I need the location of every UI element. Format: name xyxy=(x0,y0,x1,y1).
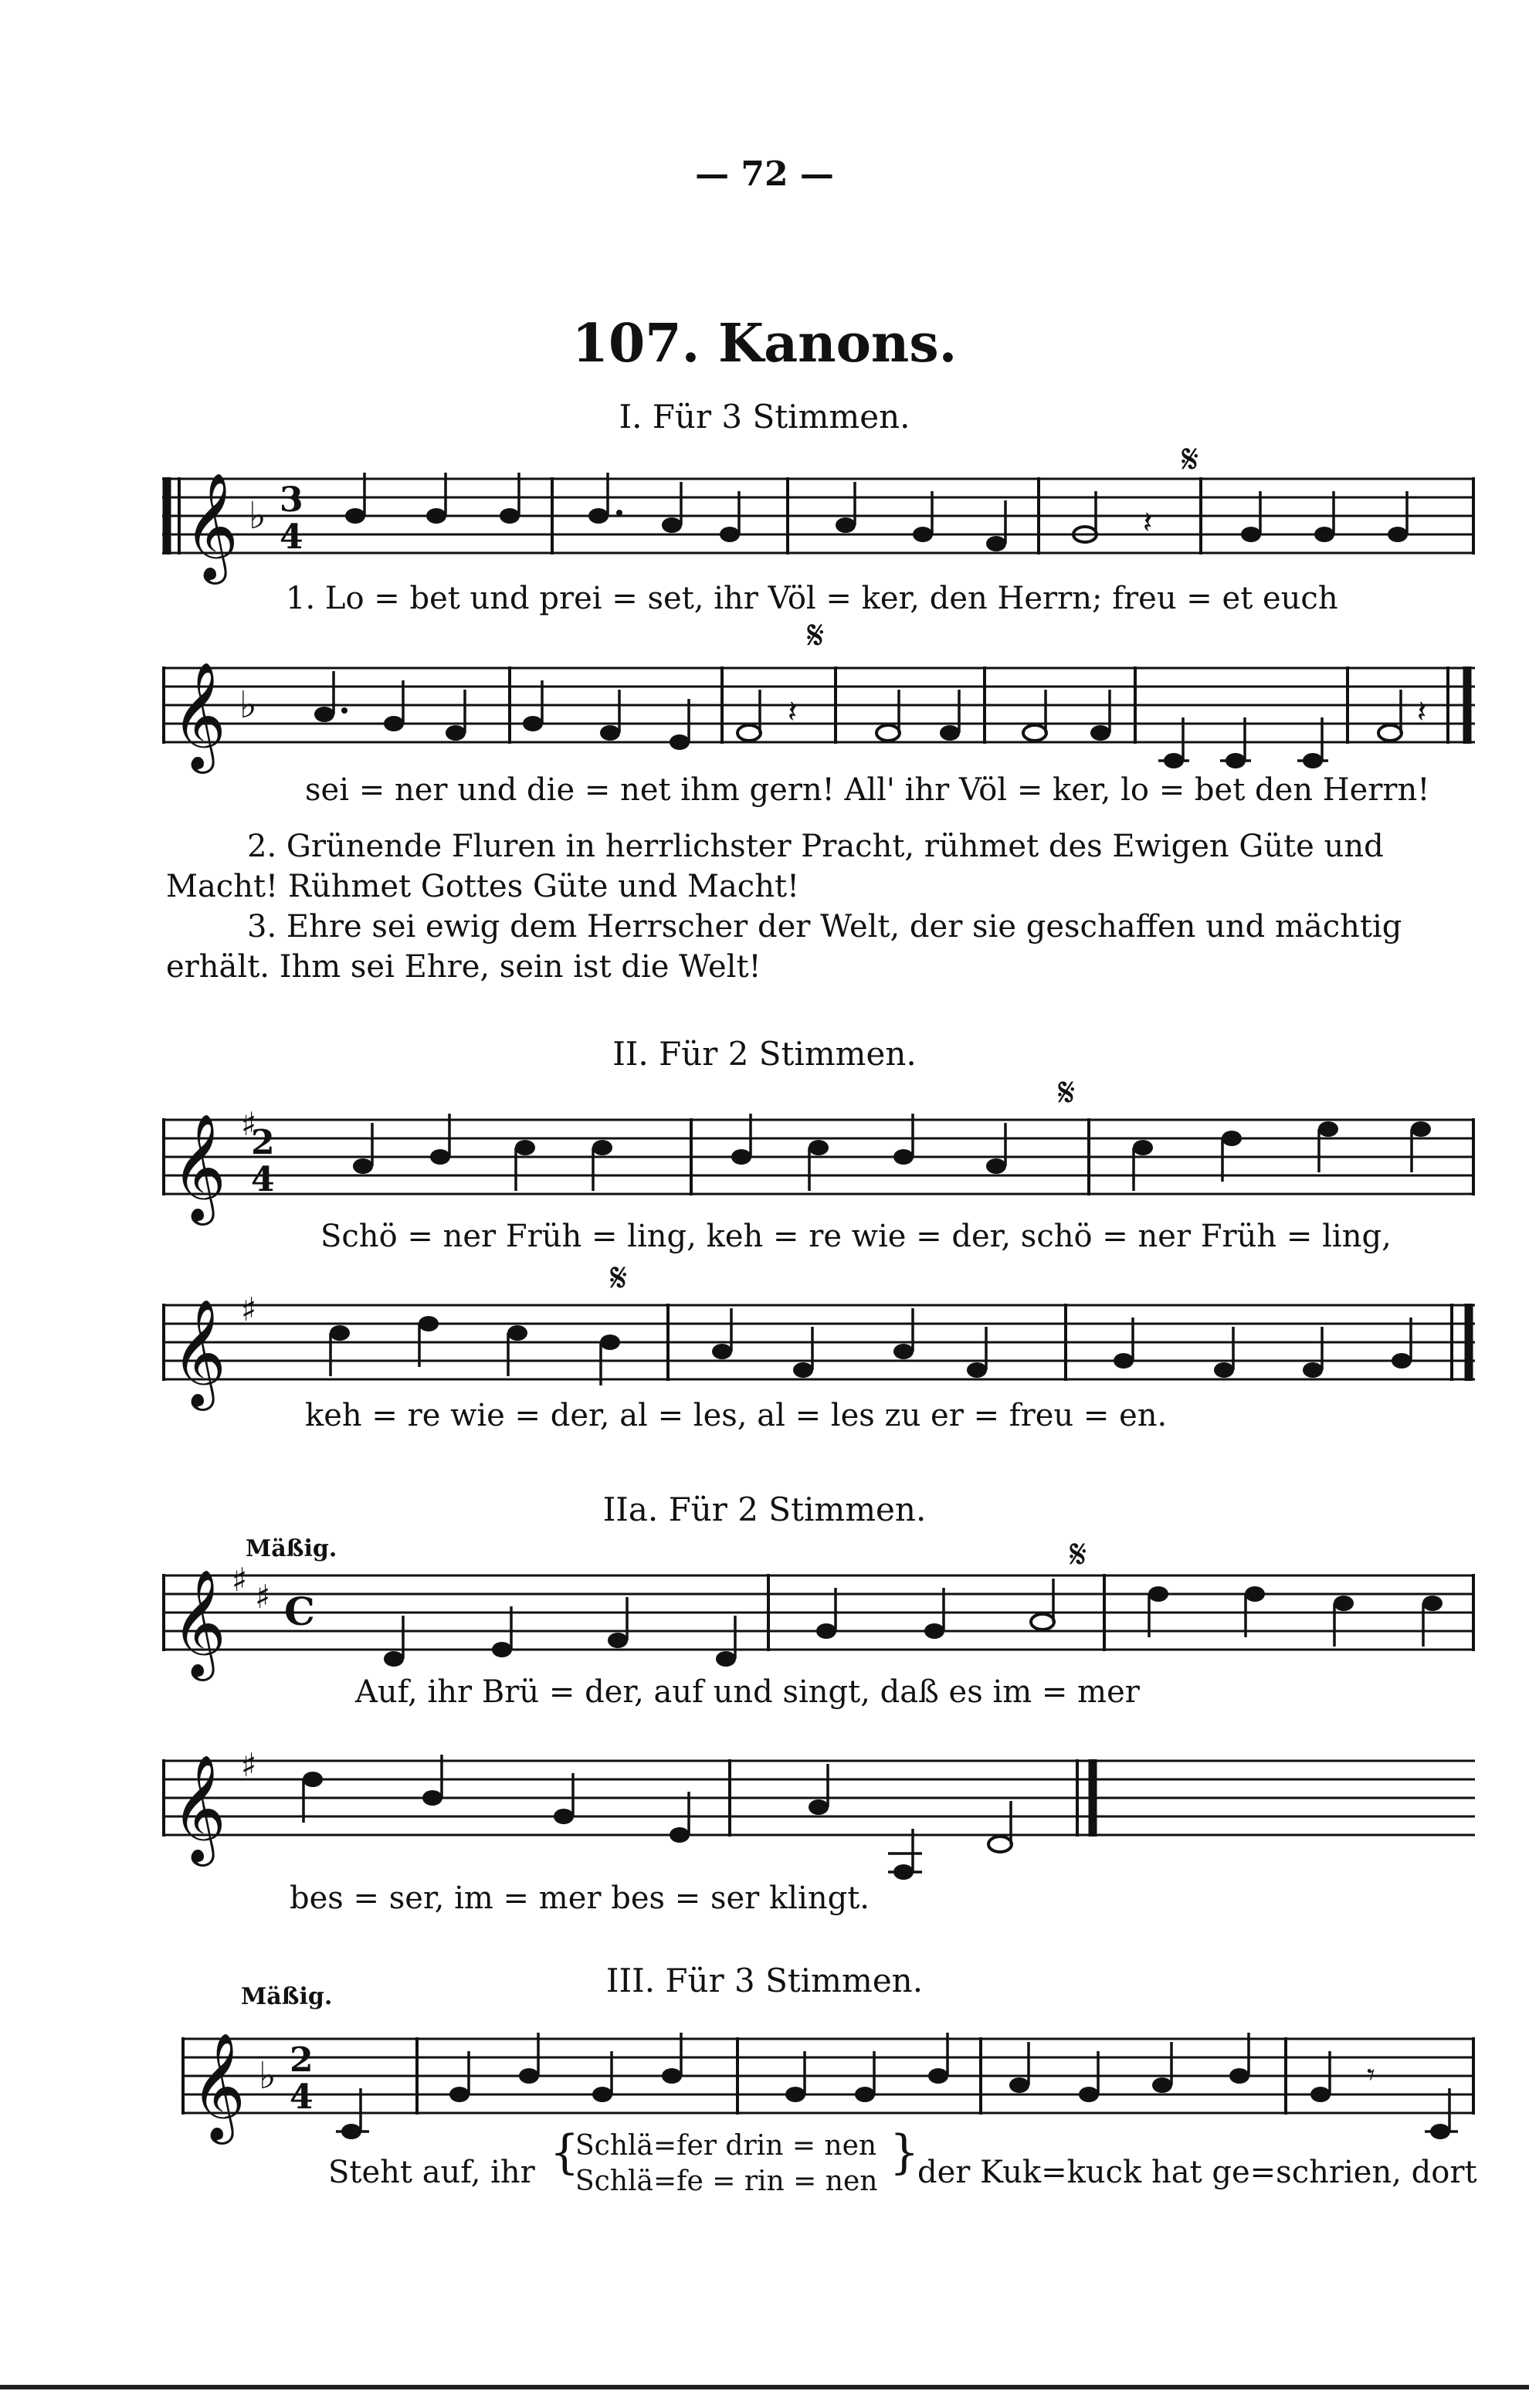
time-sig-top: 3 xyxy=(280,480,303,520)
staff-7 xyxy=(181,2039,1475,2113)
notes-staff-3 xyxy=(353,1114,1431,1191)
segno-icon: 𝄋 xyxy=(807,612,825,659)
lyric-alt-top: Schlä=fer drin = nen xyxy=(575,2130,877,2162)
lyric-line-4: keh = re wie = der, al = les, al = les zu er = freu = en. xyxy=(305,1398,1168,1433)
sharp-icon: ♯ xyxy=(255,1578,271,1616)
verse-2-line-1: 2. Grünende Fluren in herrlichster Pracht, rühmet des Ewigen Güte und xyxy=(247,829,1384,864)
eighth-rest-icon: 𝄾 xyxy=(1367,2057,1375,2093)
staff-4 xyxy=(162,1305,1475,1379)
quarter-rest-icon: 𝄽 xyxy=(1417,694,1427,730)
treble-clef-icon: 𝄞 xyxy=(171,1299,226,1406)
notes-staff-1 xyxy=(345,473,1408,551)
lyric-line-3: Schö = ner Früh = ling, keh = re wie = der, schö = ner Früh = ling, xyxy=(320,1219,1392,1254)
time-sig-bottom: 4 xyxy=(290,2077,314,2117)
section-heading-2a: IIa. Für 2 Stimmen. xyxy=(602,1491,927,1528)
tempo-marking: Mäßig. xyxy=(241,1983,333,2010)
brace-left: { xyxy=(550,2125,580,2179)
page-title: 107. Kanons. xyxy=(571,313,958,375)
verse-3-line-2: erhält. Ihm sei Ehre, sein ist die Welt! xyxy=(166,949,761,985)
lyric-start: Steht auf, ihr xyxy=(328,2155,535,2190)
flat-icon: ♭ xyxy=(249,494,266,538)
segno-icon: 𝄋 xyxy=(1058,1070,1076,1116)
segno-icon: 𝄋 xyxy=(610,1255,628,1301)
flat-icon: ♭ xyxy=(239,683,257,727)
treble-clef-icon: 𝄞 xyxy=(171,1114,226,1221)
time-sig-bottom: 4 xyxy=(251,1160,275,1199)
verse-3-line-1: 3. Ehre sei ewig dem Herrscher der Welt, der sie geschaffen und mächtig xyxy=(247,909,1402,945)
segno-icon: 𝄋 xyxy=(1182,436,1199,483)
lyric-line-2: sei = ner und die = net ihm gern! All' ihr Völ = ker, lo = bet den Herrn! xyxy=(305,772,1430,808)
tempo-marking: Mäßig. xyxy=(246,1535,337,1562)
section-heading-2: II. Für 2 Stimmen. xyxy=(612,1035,917,1073)
lyric-line-1: 1. Lo = bet und prei = set, ihr Völ = ker, den Herrn; freu = et euch xyxy=(286,581,1338,616)
staff-2 xyxy=(162,668,1475,742)
flat-icon: ♭ xyxy=(259,2054,276,2098)
sharp-icon: ♯ xyxy=(241,1105,257,1143)
treble-clef-icon: 𝄞 xyxy=(171,1569,226,1677)
sharp-icon: ♯ xyxy=(241,1746,257,1784)
segno-icon: 𝄋 xyxy=(1070,1531,1087,1578)
time-sig-common: C xyxy=(284,1589,315,1634)
bottom-rule xyxy=(0,2385,1529,2389)
treble-clef-icon: 𝄞 xyxy=(191,2033,246,2140)
verse-2-line-2: Macht! Rühmet Gottes Güte und Macht! xyxy=(166,869,800,904)
brace-right: } xyxy=(890,2125,920,2179)
page-number: — 72 — xyxy=(695,154,834,194)
staff-5 xyxy=(162,1575,1475,1650)
staff-6 xyxy=(162,1761,1475,1835)
quarter-rest-icon: 𝄽 xyxy=(1143,505,1153,541)
treble-clef-icon: 𝄞 xyxy=(171,662,226,769)
lyric-line-5: Auf, ihr Brü = der, auf und singt, daß es im = mer xyxy=(355,1674,1140,1710)
treble-clef-icon: 𝄞 xyxy=(184,473,239,580)
lyric-end: der Kuk=kuck hat ge=schrien, dort xyxy=(917,2155,1477,2190)
sharp-icon: ♯ xyxy=(232,1561,248,1599)
section-heading-3: III. Für 3 Stimmen. xyxy=(605,1962,924,1999)
sharp-icon: ♯ xyxy=(241,1290,257,1328)
notes-staff-7 xyxy=(336,2033,1458,2139)
notes-staff-4 xyxy=(330,1308,1412,1385)
time-sig-top: 2 xyxy=(290,2040,314,2080)
lyric-line-6: bes = ser, im = mer bes = ser klingt. xyxy=(290,1881,870,1916)
time-sig-top: 2 xyxy=(251,1123,275,1162)
notes-staff-5 xyxy=(384,1579,1443,1667)
staff-3 xyxy=(162,1120,1475,1194)
treble-clef-icon: 𝄞 xyxy=(171,1755,226,1862)
lyric-alt-bottom: Schlä=fe = rin = nen xyxy=(575,2166,878,2197)
time-sig-bottom: 4 xyxy=(280,517,303,557)
quarter-rest-icon: 𝄽 xyxy=(788,694,798,730)
section-heading-1: I. Für 3 Stimmen. xyxy=(619,398,910,436)
